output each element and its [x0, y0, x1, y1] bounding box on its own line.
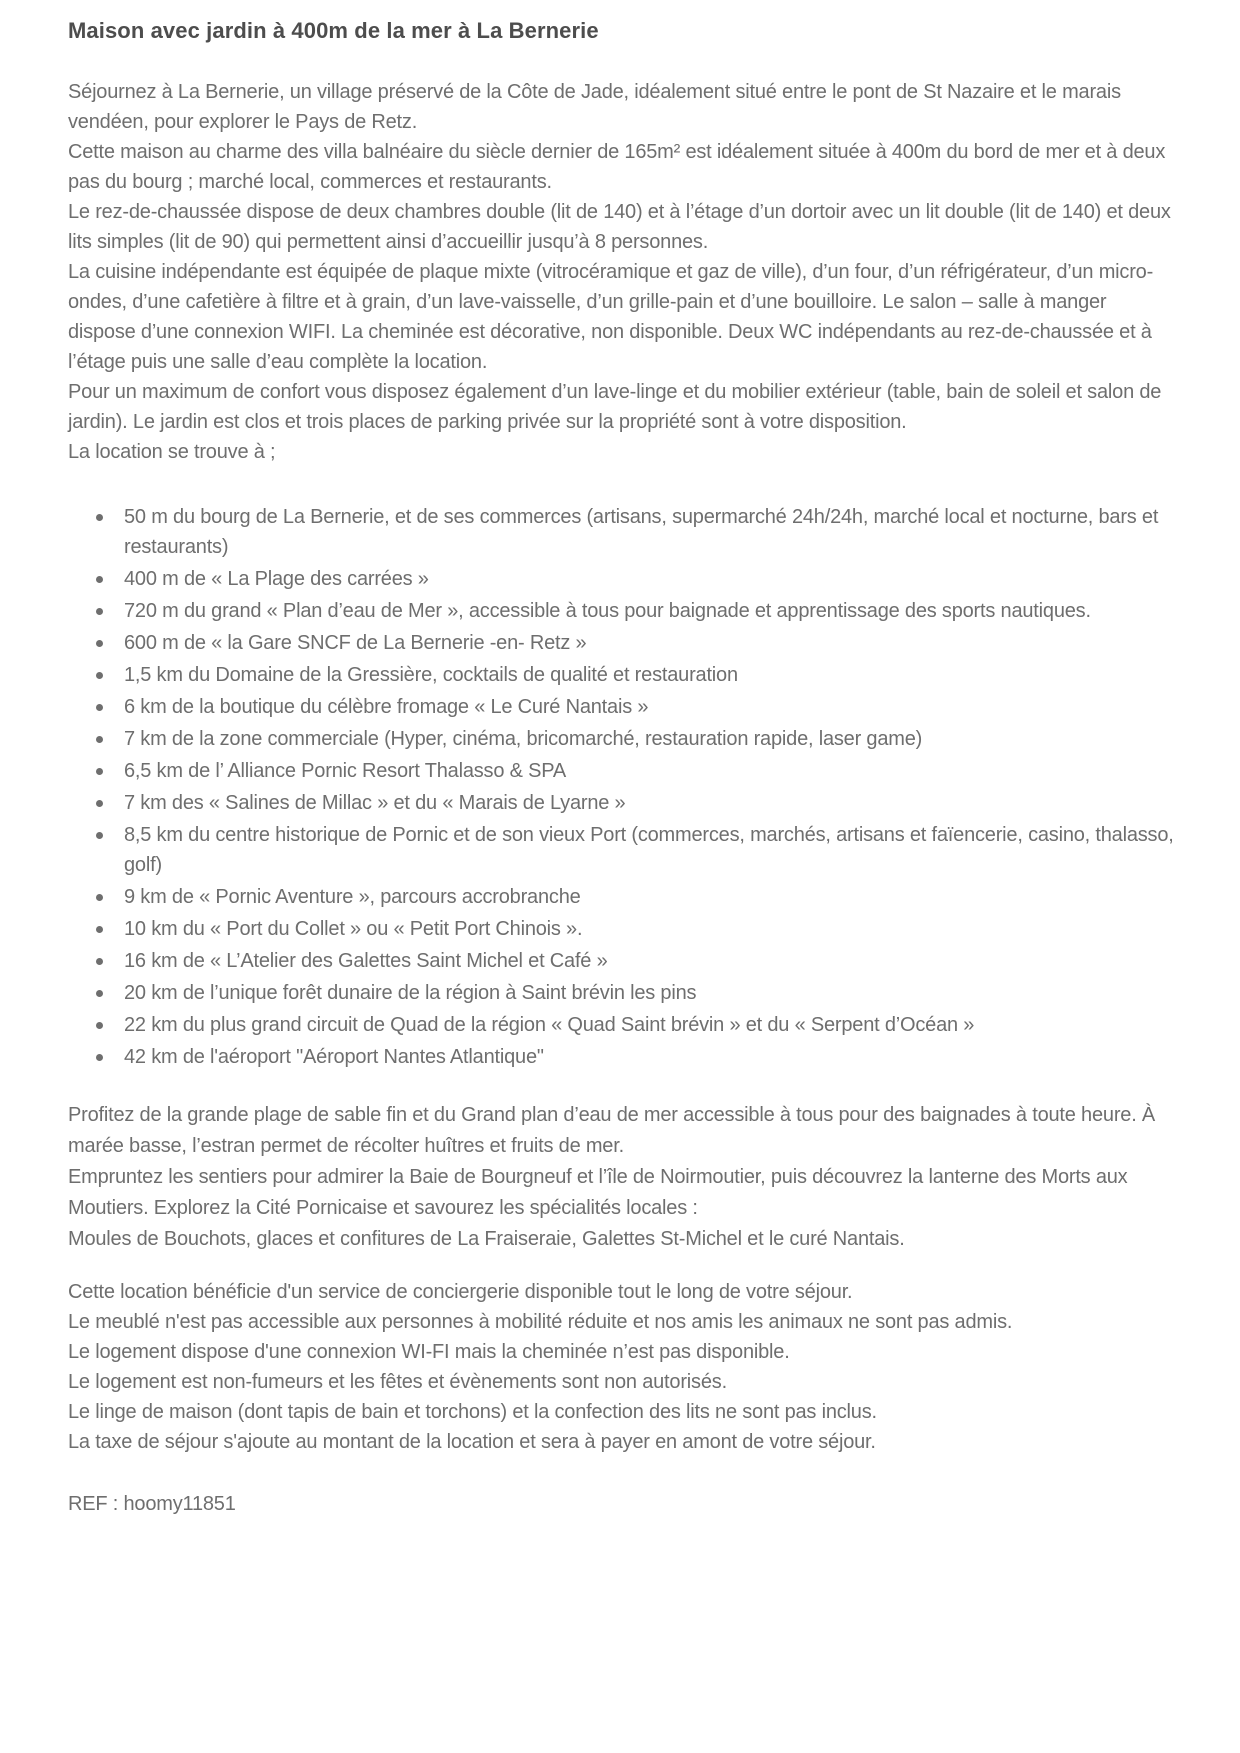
bullet-icon [96, 640, 103, 647]
distance-list-item-text: 20 km de l’unique forêt dunaire de la région à Saint brévin les pins [124, 982, 697, 1004]
distance-list-item [124, 628, 1174, 658]
bullet-icon [96, 958, 103, 965]
distance-list-item-text: 16 km de « L’Atelier des Galettes Saint Michel et Café » [124, 950, 608, 972]
distance-list-item [124, 788, 1174, 818]
intro-paragraph: La cuisine indépendante est équipée de plaque mixte (vitrocéramique et gaz de ville), d’un four, d’un réfrigérateur, d’un micro-ondes, d’une cafetière à filtre et à grain, d’un lave-vaisselle, d’un grille-pain et d’une bouilloire. Le salon – salle à manger dispose d’une connexion WIFI. La cheminée est décorative, non disponible. Deux WC indépendants au rez-de-chaussée et à l’étage puis une salle d’eau complète la location. [68, 261, 1154, 373]
surroundings-paragraphs [68, 1100, 1174, 1255]
listing-title: Maison avec jardin à 400m de la mer à La Bernerie [68, 18, 599, 43]
bullet-icon [96, 1022, 103, 1029]
distance-list-item-text: 22 km du plus grand circuit de Quad de la région « Quad Saint brévin » et du « Serpent d’Océan » [124, 1014, 975, 1036]
distance-list-item [124, 914, 1174, 944]
distance-list-item-text: 6,5 km de l’ Alliance Pornic Resort Thalasso & SPA [124, 760, 567, 782]
distance-list-item-text: 10 km du « Port du Collet » ou « Petit Port Chinois ». [124, 918, 583, 940]
distance-list-item [124, 1010, 1174, 1040]
bullet-icon [96, 926, 103, 933]
bullet-icon [96, 800, 103, 807]
distance-list-item [124, 660, 1174, 690]
distance-list-item [124, 502, 1174, 562]
distance-list [68, 502, 1174, 1072]
distance-list-item [124, 564, 1174, 594]
conditions-paragraph: Le linge de maison (dont tapis de bain et torchons) et la confection des lits ne sont pas inclus. [68, 1401, 877, 1423]
distance-list-item [124, 596, 1174, 626]
distance-list-item-text: 50 m du bourg de La Bernerie, et de ses commerces (artisans, supermarché 24h/24h, marché local et nocturne, bars et restaurants) [124, 506, 1159, 558]
listing-intro-paragraphs [68, 77, 1174, 467]
distance-list-item [124, 1042, 1174, 1072]
bullet-icon [96, 514, 103, 521]
intro-paragraph: Pour un maximum de confort vous disposez également d’un lave-linge et du mobilier extérieur (table, bain de soleil et salon de jardin). Le jardin est clos et trois places de parking privée sur la propriété sont à votre disposition. [68, 381, 1162, 433]
conditions-paragraph: Le logement dispose d'une connexion WI-FI mais la cheminée n’est pas disponible. [68, 1341, 790, 1363]
bullet-icon [96, 736, 103, 743]
distance-list-item [124, 756, 1174, 786]
distance-list-item [124, 882, 1174, 912]
surroundings-paragraph: Moules de Bouchots, glaces et confitures de La Fraiseraie, Galettes St-Michel et le curé Nantais. [68, 1228, 905, 1250]
distance-list-item-text: 42 km de l'aéroport "Aéroport Nantes Atlantique" [124, 1046, 544, 1068]
bullet-icon [96, 704, 103, 711]
distance-list-item [124, 946, 1174, 976]
bullet-icon [96, 894, 103, 901]
conditions-paragraph: Le logement est non-fumeurs et les fêtes et évènements sont non autorisés. [68, 1371, 727, 1393]
distance-list-item [124, 820, 1174, 880]
intro-paragraph: Cette maison au charme des villa balnéaire du siècle dernier de 165m² est idéalement située à 400m du bord de mer et à deux pas du bourg ; marché local, commerces et restaurants. [68, 141, 1166, 193]
surroundings-paragraph: Empruntez les sentiers pour admirer la Baie de Bourgneuf et l’île de Noirmoutier, puis découvrez la lanterne des Morts aux Moutiers. Explorez la Cité Pornicaise et savourez les spécialités locales : [68, 1166, 1128, 1219]
conditions-paragraph: Cette location bénéficie d'un service de conciergerie disponible tout le long de votre séjour. [68, 1281, 853, 1303]
reference-number: REF : hoomy11851 [68, 1493, 236, 1515]
bullet-icon [96, 608, 103, 615]
conditions-paragraph: Le meublé n'est pas accessible aux personnes à mobilité réduite et nos amis les animaux ne sont pas admis. [68, 1311, 1013, 1333]
conditions-paragraph: La taxe de séjour s'ajoute au montant de la location et sera à payer en amont de votre séjour. [68, 1431, 876, 1453]
bullet-icon [96, 990, 103, 997]
intro-paragraph: Le rez-de-chaussée dispose de deux chambres double (lit de 140) et à l’étage d’un dortoir avec un lit double (lit de 140) et deux lits simples (lit de 90) qui permettent ainsi d’accueillir jusqu’à 8 personnes. [68, 201, 1171, 253]
conditions-paragraphs [68, 1277, 1174, 1457]
surroundings-paragraph: Profitez de la grande plage de sable fin et du Grand plan d’eau de mer accessible à tous pour des baignades à toute heure. À marée basse, l’estran permet de récolter huîtres et fruits de mer. [68, 1104, 1156, 1157]
bullet-icon [96, 832, 103, 839]
distance-list-item-text: 7 km de la zone commerciale (Hyper, cinéma, bricomarché, restauration rapide, laser game) [124, 728, 923, 750]
bullet-icon [96, 768, 103, 775]
distance-list-item-text: 6 km de la boutique du célèbre fromage « Le Curé Nantais » [124, 696, 649, 718]
bullet-icon [96, 672, 103, 679]
distance-list-item-text: 1,5 km du Domaine de la Gressière, cocktails de qualité et restauration [124, 664, 738, 686]
intro-paragraph: Séjournez à La Bernerie, un village préservé de la Côte de Jade, idéalement situé entre le pont de St Nazaire et le marais vendéen, pour explorer le Pays de Retz. [68, 81, 1121, 133]
distance-list-item-text: 600 m de « la Gare SNCF de La Bernerie -en- Retz » [124, 632, 587, 654]
intro-paragraph: La location se trouve à ; [68, 441, 276, 463]
distance-list-item-text: 8,5 km du centre historique de Pornic et de son vieux Port (commerces, marchés, artisans et faïencerie, casino, thalasso, golf) [124, 824, 1174, 876]
bullet-icon [96, 1054, 103, 1061]
distance-list-item-text: 9 km de « Pornic Aventure », parcours accrobranche [124, 886, 581, 908]
distance-list-item [124, 978, 1174, 1008]
distance-list-item-text: 720 m du grand « Plan d’eau de Mer », accessible à tous pour baignade et apprentissage des sports nautiques. [124, 600, 1091, 622]
distance-list-item [124, 692, 1174, 722]
distance-list-item-text: 400 m de « La Plage des carrées » [124, 568, 429, 590]
distance-list-item-text: 7 km des « Salines de Millac » et du « Marais de Lyarne » [124, 792, 626, 814]
distance-list-item [124, 724, 1174, 754]
bullet-icon [96, 576, 103, 583]
